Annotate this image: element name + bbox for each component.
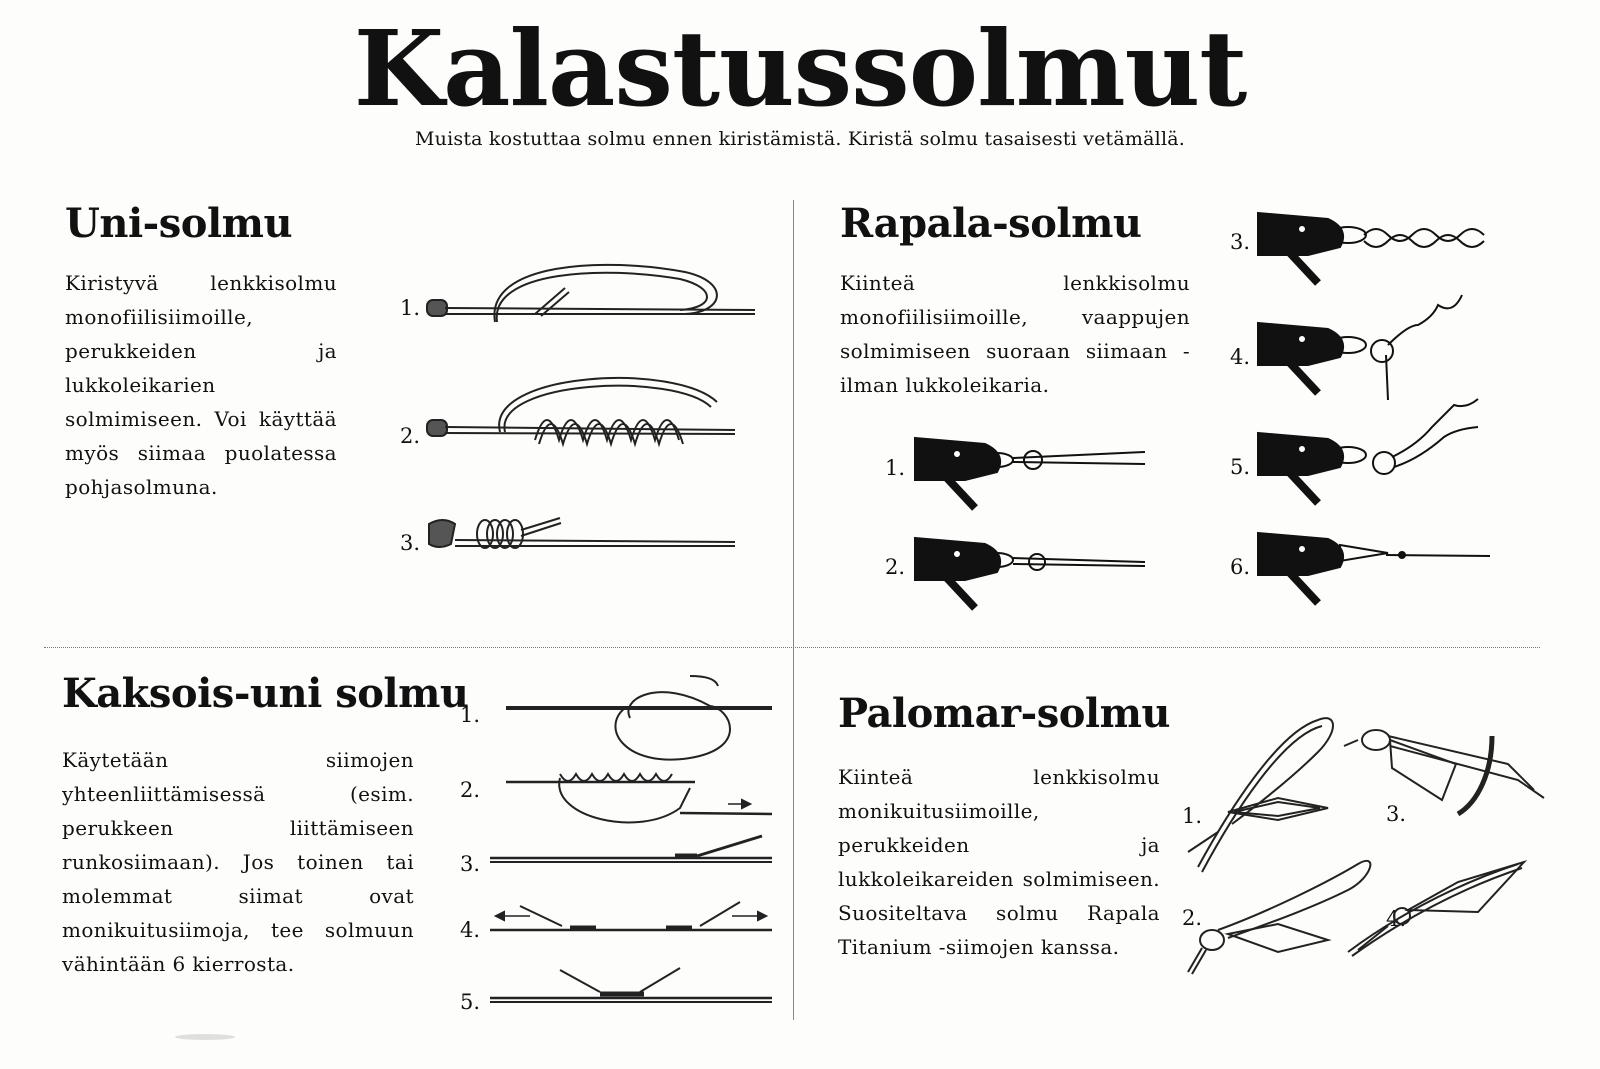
rapala-knot-title: Rapala-solmu (840, 200, 1142, 247)
rapala-step-2-label: 2. (885, 555, 906, 579)
double-uni-knot-description: Käytetään siimojen yhteenliittämisessä (esim. perukkeen liittämiseen runkosiimaan). Jos toinen tai molemmat siimat ovat monikuitusiimoja, tee solmuun vähintään 6 kierrosta. (62, 748, 414, 976)
uni-step-2-label: 2. (400, 424, 421, 448)
page-subtitle: Muista kostuttaa solmu ennen kiristämistä. Kiristä solmu tasaisesti vetämällä. (415, 128, 1185, 150)
palomar-knot-description: Kiinteä lenkkisolmu monikuitusiimoille, perukkeiden ja lukkoleikareiden solmimiseen. Suositeltava solmu Rapala Titanium -siimojen kanssa. (838, 765, 1160, 959)
uni-step-1-label: 1. (400, 296, 421, 320)
uni-knot-title: Uni-solmu (65, 200, 293, 247)
double-uni-step-3-label: 3. (460, 852, 481, 876)
uni-knot-illustration (425, 252, 755, 572)
palomar-step-1-label: 1. (1182, 804, 1203, 828)
double-uni-step-4-label: 4. (460, 918, 481, 942)
scan-smudge (175, 1034, 235, 1040)
palomar-step-3-label: 3. (1386, 802, 1407, 826)
horizontal-divider (44, 647, 1540, 648)
uni-knot-description: Kiristyvä lenkkisolmu monofiilisiimoille, perukkeiden ja lukkoleikarien solmimiseen. Voi käyttää myös siimaa puolatessa pohjasolmuna. (65, 271, 337, 499)
double-uni-step-2-label: 2. (460, 778, 481, 802)
double-uni-step-5-label: 5. (460, 990, 481, 1014)
rapala-step-4-label: 4. (1230, 345, 1251, 369)
rapala-illustration-left (915, 430, 1155, 620)
palomar-step-2-label: 2. (1182, 906, 1203, 930)
rapala-step-1-label: 1. (885, 456, 906, 480)
uni-step-3-label: 3. (400, 531, 421, 555)
double-uni-step-1-label: 1. (460, 703, 481, 727)
rapala-knot-description: Kiinteä lenkkisolmu monofiilisiimoille, vaappujen solmimiseen suoraan siimaan - ilman lukkoleikaria. (840, 271, 1190, 397)
page-title: Kalastussolmut (353, 7, 1247, 130)
palomar-knot-title: Palomar-solmu (838, 690, 1171, 737)
rapala-step-3-label: 3. (1230, 230, 1251, 254)
rapala-step-6-label: 6. (1230, 555, 1251, 579)
palomar-knot-illustration (1188, 712, 1578, 1002)
double-uni-knot-title: Kaksois-uni solmu (62, 670, 469, 717)
double-uni-knot-illustration (490, 668, 780, 1028)
rapala-illustration-right (1258, 205, 1498, 615)
rapala-step-5-label: 5. (1230, 455, 1251, 479)
vertical-divider (793, 200, 794, 1020)
palomar-step-4-label: 4. (1386, 907, 1407, 931)
